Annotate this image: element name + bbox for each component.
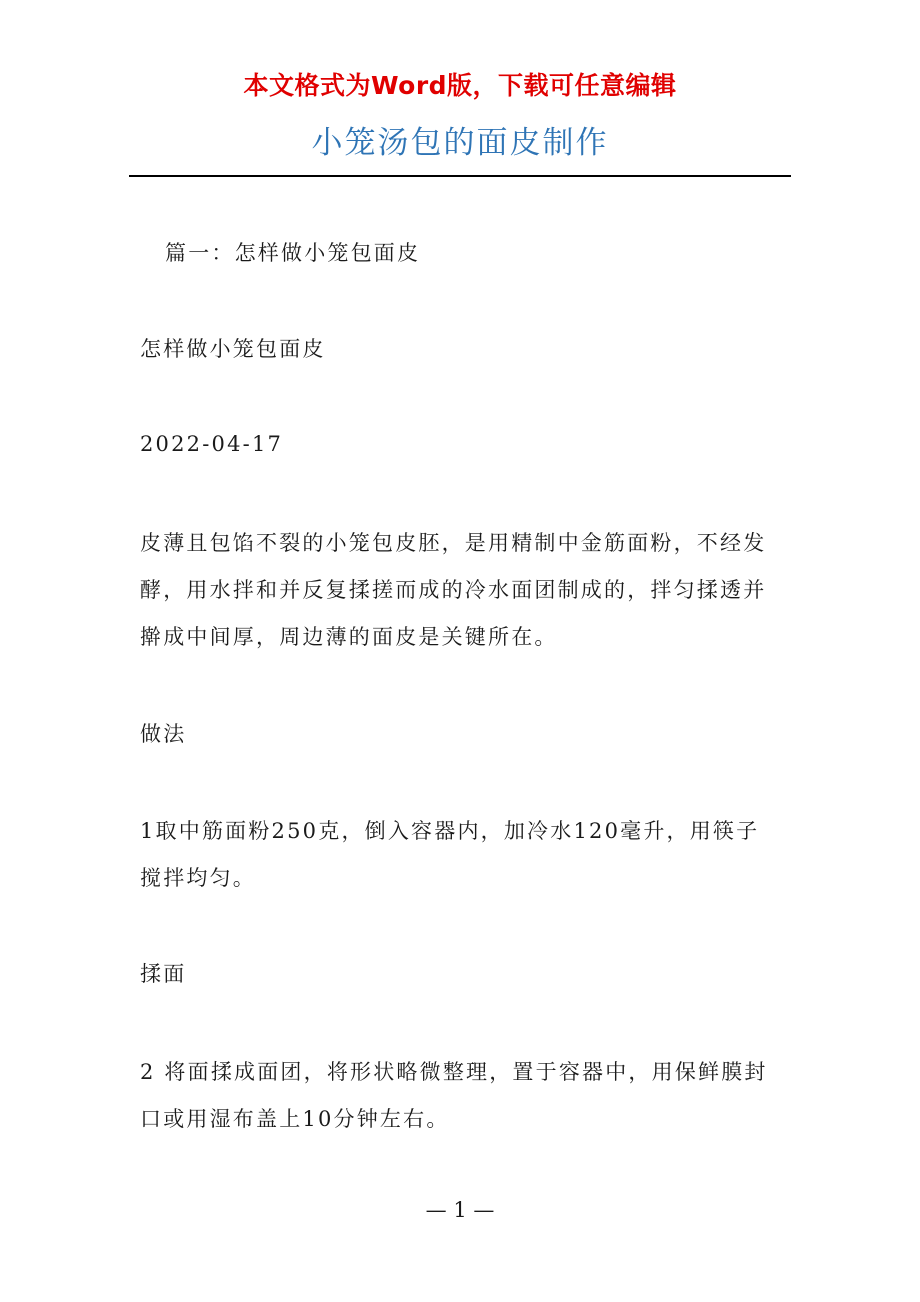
article-title: 怎样做小笼包面皮: [140, 337, 326, 361]
format-banner: 本文格式为Word版，下载可任意编辑: [243, 71, 677, 100]
title-divider: [129, 175, 791, 177]
intro-paragraph: 皮薄且包馅不裂的小笼包皮胚，是用精制中金筋面粉，不经发酵，用水拌和并反复揉搓而成的冷水面团制成的，拌匀揉透并擀成中间厚，周边薄的面皮是关键所在。: [140, 531, 767, 649]
section-heading: 篇一：怎样做小笼包面皮: [165, 241, 421, 265]
document-title: 小笼汤包的面皮制作: [311, 125, 609, 161]
step-2-paragraph: 2 将面揉成面团，将形状略微整理，置于容器中，用保鲜膜封口或用湿布盖上10分钟左右。: [140, 1060, 768, 1131]
method-heading: 做法: [140, 722, 187, 746]
article-date: 2022-04-17: [140, 432, 284, 456]
knead-heading: 揉面: [140, 962, 187, 986]
page-number: — 1 —: [425, 1198, 495, 1222]
step-1-paragraph: 1取中筋面粉250克，倒入容器内，加冷水120毫升，用筷子搅拌均匀。: [140, 819, 760, 890]
